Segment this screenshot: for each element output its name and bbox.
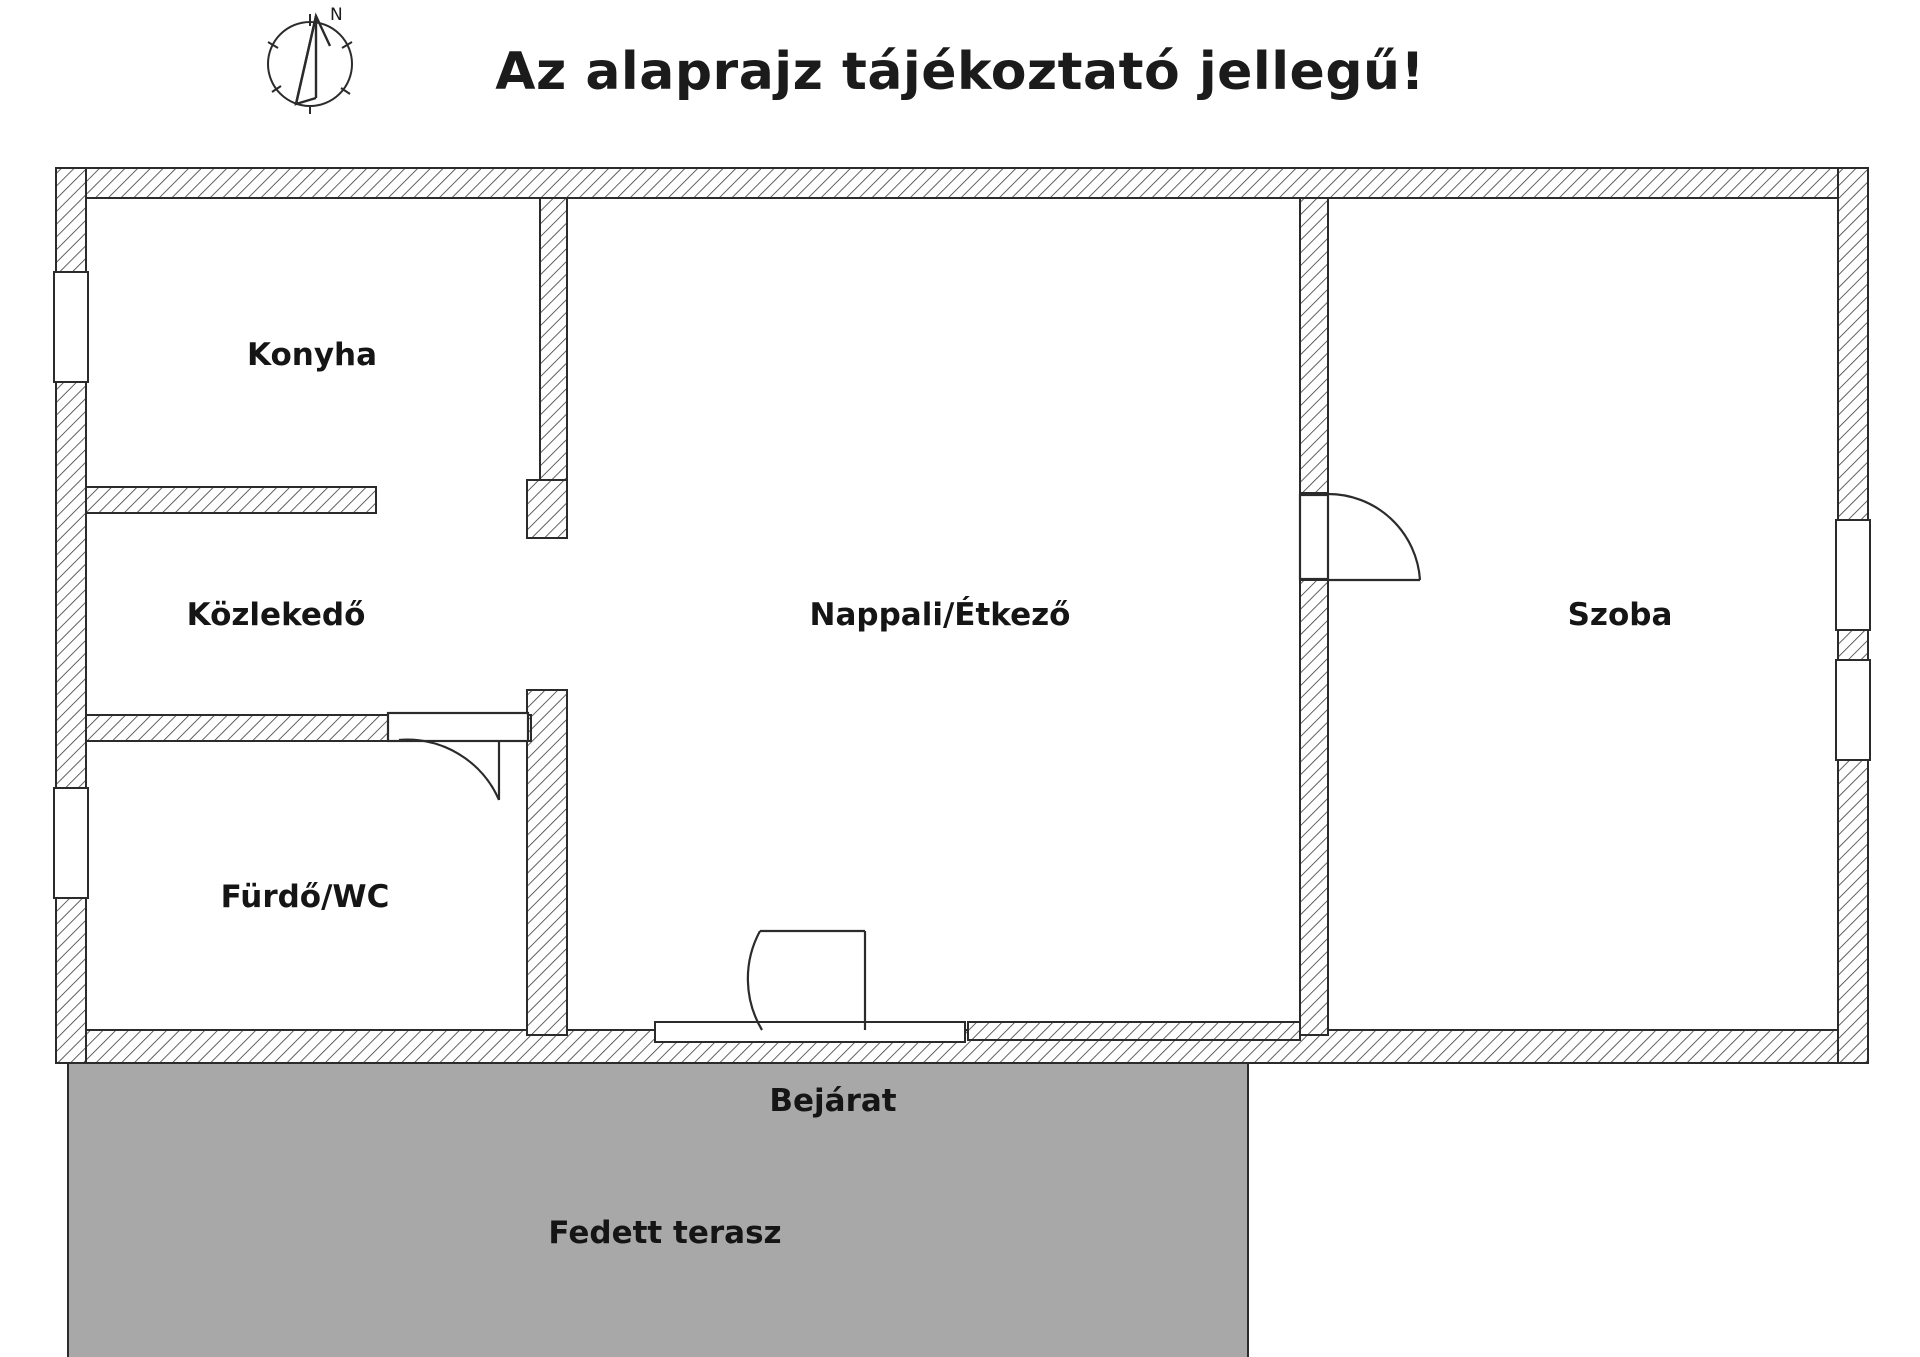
door-szoba: [1300, 494, 1420, 580]
room-label-szoba: Szoba: [1567, 597, 1673, 633]
room-label-konyha: Konyha: [246, 337, 378, 373]
door-bathroom: [388, 713, 528, 800]
annotation-fedett-terasz: Fedett terasz: [548, 1215, 782, 1251]
annotation-bejarat: Bejárat: [769, 1083, 897, 1119]
room-label-nappali-etkezo: Nappali/Étkező: [809, 597, 1071, 633]
room-label-kozlekedo: Közlekedő: [186, 597, 366, 633]
terrace-area: [68, 1063, 1248, 1357]
page-title: Az alaprajz tájékoztató jellegű!: [495, 42, 1425, 102]
room-label-furdo-wc: Fürdő/WC: [220, 879, 390, 915]
window-openings: [54, 272, 1870, 1042]
svg-text:N: N: [330, 5, 343, 25]
door-entrance: [748, 931, 865, 1030]
